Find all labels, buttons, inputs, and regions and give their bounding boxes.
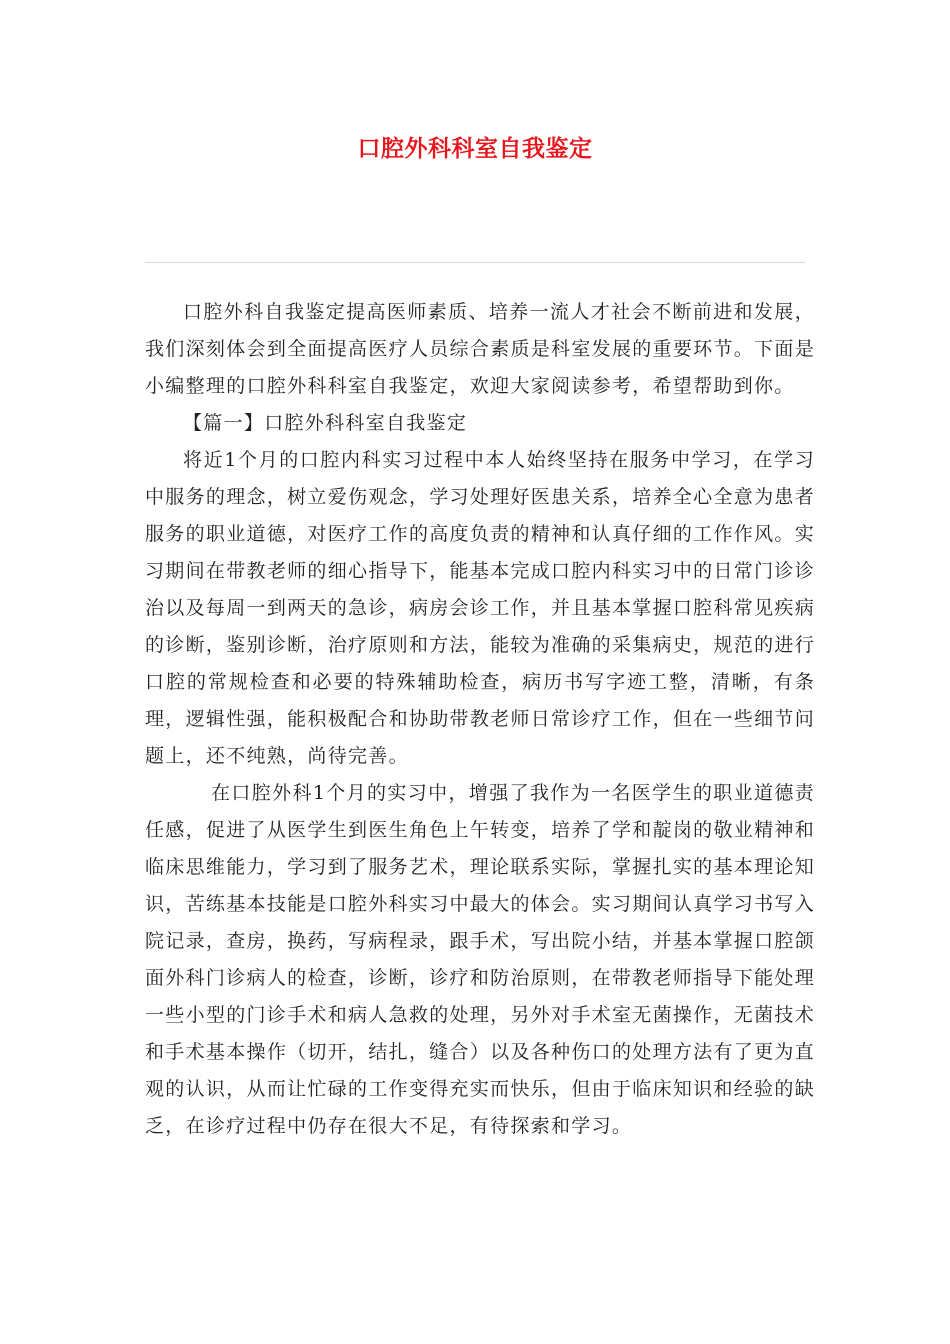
document-title: 口腔外科科室自我鉴定 [357,136,593,162]
body-paragraph-1: 将近1个月的口腔内科实习过程中本人始终坚持在服务中学习，在学习中服务的理念，树立爱伤观念，学习处理好医患关系，培养全心全意为患者服务的职业道德，对医疗工作的高度负责的精神和认真仔细的工作作风。实习期间在带教老师的细心指导下，能基本完成口腔内科实习中的日常门诊诊治以及每周一到两天的急诊，病房会诊工作，并且基本掌握口腔科常见疾病的诊断，鉴别诊断，治疗原则和方法，能较为准确的采集病史，规范的进行口腔的常规检查和必要的特殊辅助检查，病历书写字迹工整，清晰，有条理，逻辑性强，能积极配合和协助带教老师日常诊疗工作，但在一些细节问题上，还不纯熟，尚待完善。 [145,449,815,767]
title-divider [145,262,805,263]
intro-paragraph: 口腔外科自我鉴定提高医师素质、培养一流人才社会不断前进和发展，我们深刻体会到全面提高医疗人员综合素质是科室发展的重要环节。下面是小编整理的口腔外科科室自我鉴定，欢迎大家阅读参考，希望帮助到你。 [145,301,815,397]
body-paragraph-2: 在口腔外科1个月的实习中，增强了我作为一名医学生的职业道德责任感，促进了从医学生到医生角色上午转变，培养了学和靛岗的敬业精神和临床思维能力，学习到了服务艺术，理论联系实际，掌握扎实的基本理论知识，苦练基本技能是口腔外科实习中最大的体会。实习期间认真学习书写入院记录，查房，换药，写病程录，跟手术，写出院小结，并基本掌握口腔颌面外科门诊病人的检查，诊断，诊疗和防治原则，在带教老师指导下能处理一些小型的门诊手术和病人急救的处理，另外对手术室无菌操作，无菌技术和手术基本操作（切开，结扎，缝合）以及各种伤口的处理方法有了更为直观的认识，从而让忙碌的工作变得充实而快乐，但由于临床知识和经验的缺乏，在诊疗过程中仍存在很大不足，有待探索和学习。 [145,782,815,1137]
section-heading: 【篇一】口腔外科科室自我鉴定 [183,412,468,434]
document-body [145,294,815,1145]
